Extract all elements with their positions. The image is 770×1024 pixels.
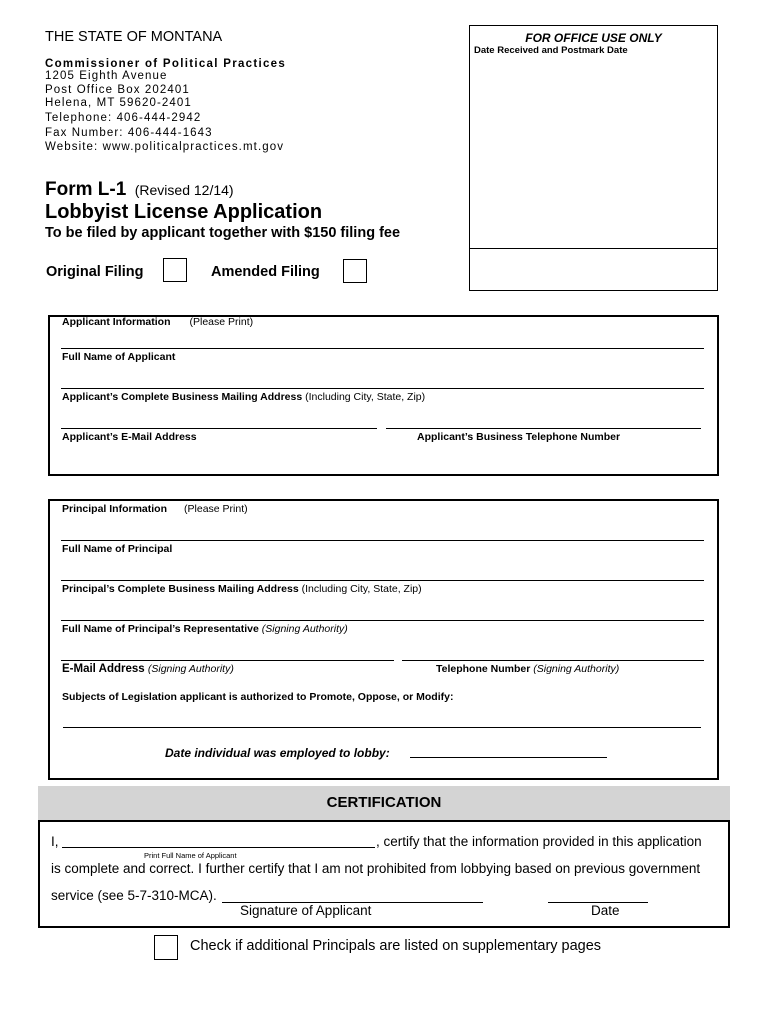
form-subtitle: To be filed by applicant together with $150 filing fee <box>45 225 401 241</box>
office-use-divider <box>470 248 717 249</box>
address-line: Website: www.politicalpractices.mt.gov <box>45 140 285 153</box>
cert-i-label: I, <box>51 834 59 849</box>
cert-statement-line-3: service (see 5-7-310-MCA). <box>51 888 217 903</box>
applicant-address-field[interactable] <box>61 388 704 389</box>
applicant-heading: Applicant Information (Please Print) <box>62 316 254 328</box>
applicant-name-field[interactable] <box>61 348 704 349</box>
principal-phone-field[interactable] <box>402 660 704 661</box>
cert-name-field[interactable] <box>62 847 375 848</box>
representative-name-field[interactable] <box>61 620 704 621</box>
form-number: Form L-1 <box>45 179 127 200</box>
form-revised: (Revised 12/14) <box>134 182 234 198</box>
representative-name-label: Full Name of Principal’s Representative (Signing Authority) <box>62 623 348 635</box>
cert-date-label: Date <box>591 903 620 918</box>
applicant-email-label: Applicant’s E-Mail Address <box>62 431 197 443</box>
cert-statement-line-2: is complete and correct. I further certify that I am not prohibited from lobbying based on previous government <box>51 861 701 876</box>
certification-header-bar <box>38 786 730 820</box>
principal-address-field[interactable] <box>61 580 704 581</box>
certification-title: CERTIFICATION <box>326 794 442 811</box>
address-line: Helena, MT 59620-2401 <box>45 97 192 109</box>
address-line: Post Office Box 202401 <box>45 83 190 96</box>
applicant-address-label: Applicant’s Complete Business Mailing Address (Including City, State, Zip) <box>62 391 426 403</box>
principal-email-field[interactable] <box>61 660 394 661</box>
address-line: 1205 Eighth Avenue <box>45 70 168 82</box>
additional-principals-label: Check if additional Principals are listed on supplementary pages <box>190 938 602 954</box>
office-use-box <box>469 25 718 291</box>
cert-print-name-caption: Print Full Name of Applicant <box>144 851 237 860</box>
address-line: Fax Number: 406-444-1643 <box>45 126 213 139</box>
applicant-name-label: Full Name of Applicant <box>62 351 176 363</box>
subjects-of-legislation-label: Subjects of Legislation applicant is authorized to Promote, Oppose, or Modify: <box>62 691 454 703</box>
subjects-of-legislation-field[interactable] <box>63 727 701 728</box>
applicant-email-field[interactable] <box>61 428 377 429</box>
amended-filing-label: Amended Filing <box>211 264 320 280</box>
principal-information-section <box>48 499 719 780</box>
original-filing-label: Original Filing <box>46 264 144 280</box>
applicant-phone-field[interactable] <box>386 428 701 429</box>
agency-name: Commissioner of Political Practices <box>45 58 287 70</box>
office-use-title: FOR OFFICE USE ONLY <box>525 31 662 45</box>
original-filing-checkbox[interactable] <box>163 258 187 282</box>
date-employed-field[interactable] <box>410 757 607 758</box>
date-received-label: Date Received and Postmark Date <box>474 45 628 56</box>
date-employed-label: Date individual was employed to lobby: <box>165 746 390 760</box>
cert-certify-text: , certify that the information provided in this application <box>376 834 702 849</box>
form-number-line <box>45 179 234 201</box>
principal-address-label: Principal’s Complete Business Mailing Address (Including City, State, Zip) <box>62 583 422 595</box>
signature-label: Signature of Applicant <box>240 903 372 918</box>
principal-email-label: E-Mail Address (Signing Authority) <box>62 663 234 675</box>
applicant-phone-label: Applicant’s Business Telephone Number <box>417 431 621 443</box>
principal-phone-label: Telephone Number (Signing Authority) <box>436 663 620 675</box>
additional-principals-checkbox[interactable] <box>154 935 178 960</box>
state-title: THE STATE OF MONTANA <box>45 29 223 45</box>
principal-heading: Principal Information (Please Print) <box>62 503 248 515</box>
amended-filing-checkbox[interactable] <box>343 259 367 283</box>
principal-name-field[interactable] <box>61 540 704 541</box>
address-line: Telephone: 406-444-2942 <box>45 112 202 124</box>
principal-name-label: Full Name of Principal <box>62 543 173 555</box>
form-title: Lobbyist License Application <box>45 201 323 223</box>
